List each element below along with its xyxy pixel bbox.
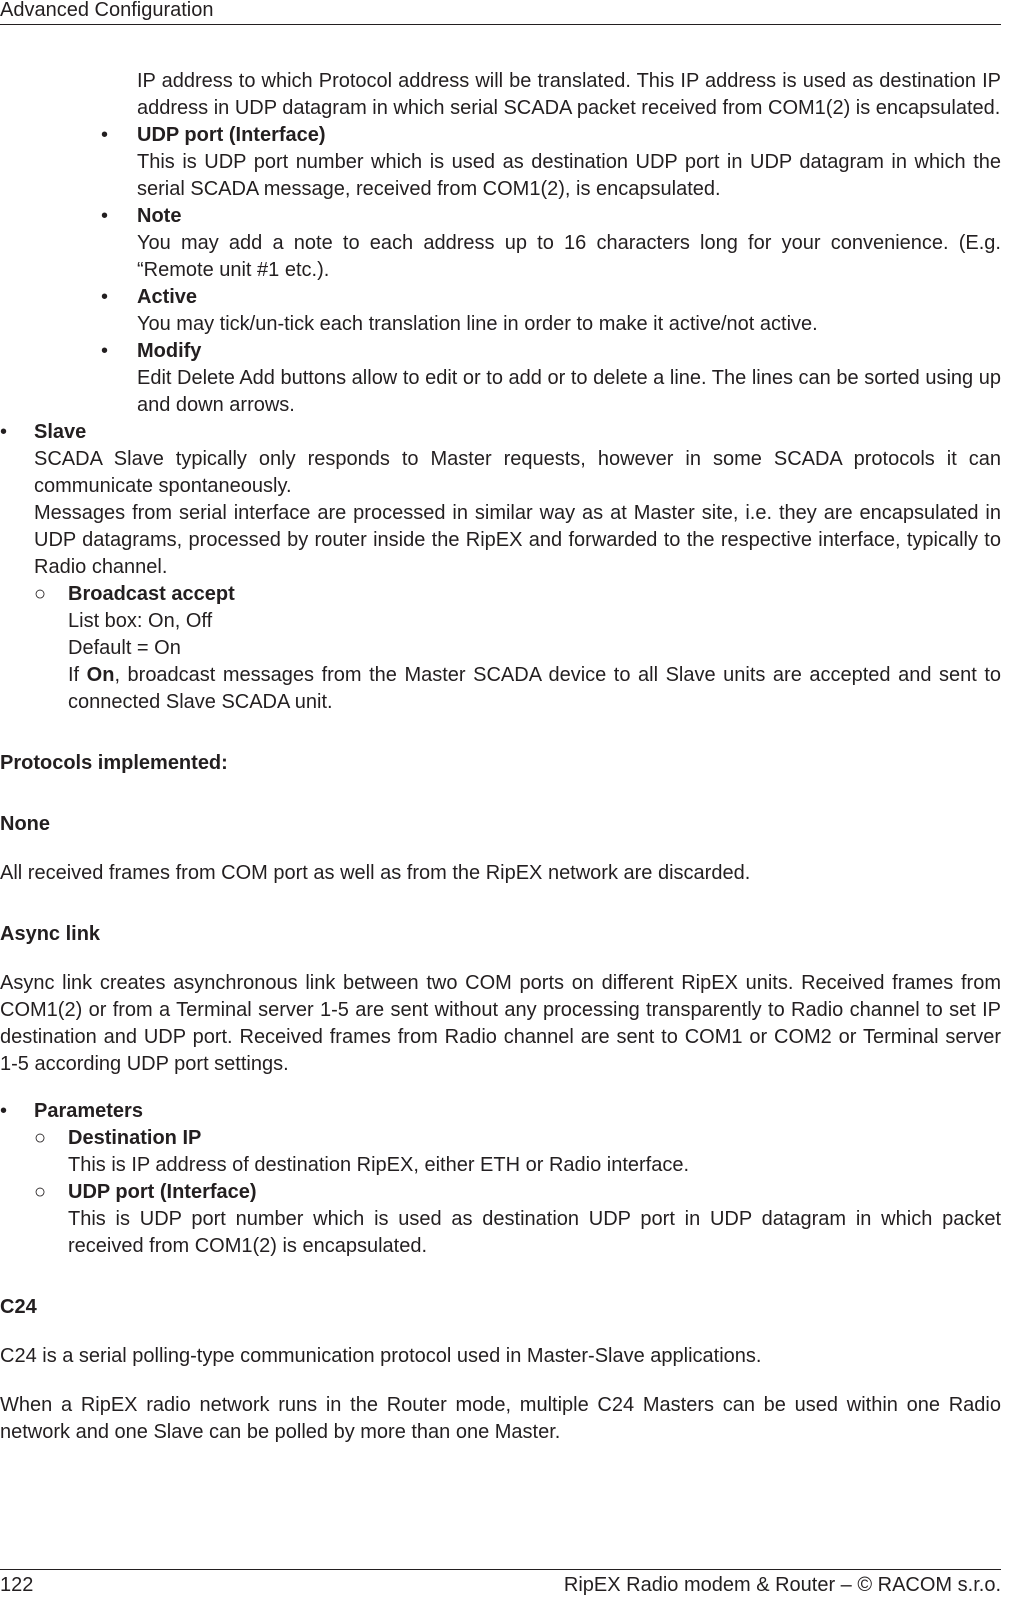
item-title: UDP port (Interface) [68, 1181, 257, 1203]
item-text: This is UDP port number which is used as destination UDP port in UDP datagram in which packet received from COM1(2) is encapsulated. [68, 1208, 1001, 1257]
bullet: • [101, 205, 109, 227]
async-text: Async link creates asynchronous link between two COM ports on different RipEX units. Received frames from COM1(2) or from a Terminal server 1-5 are sent without any processing transparently to Radio channel to set IP destination and UDP port. Received frames from Radio channel are sent to COM1 or COM2 or Terminal server 1-5 according UDP port settings. [0, 972, 1001, 1075]
item-title: Broadcast accept [68, 583, 235, 605]
list-item-broadcast-accept [0, 581, 1001, 716]
slave-text-1: SCADA Slave typically only responds to Master requests, however in some SCADA protocols it can communicate spontaneously. [34, 448, 1001, 497]
item-title: Modify [137, 340, 202, 362]
broadcast-listbox: List box: On, Off [68, 610, 213, 632]
footer-title: RipEX Radio modem & Router – © RACOM s.r.o. [563, 1574, 1001, 1596]
item-text: You may add a note to each address up to 16 characters long for your convenience. (E.g. “Remote unit #1 etc.). [137, 232, 1001, 281]
section-heading-c24: C24 [0, 1296, 37, 1318]
bullet: ○ [34, 1181, 47, 1203]
item-title: Note [137, 205, 182, 227]
bullet: • [101, 340, 109, 362]
bullet: • [0, 1100, 8, 1122]
item-text: Edit Delete Add buttons allow to edit or to add or to delete a line. The lines can be sorted using up and down arrows. [137, 367, 1001, 416]
header-title: Advanced Configuration [0, 0, 214, 21]
none-text: All received frames from COM port as well as from the RipEX network are discarded. [0, 862, 751, 884]
protocols-heading: Protocols implemented: [0, 752, 228, 774]
page-footer [0, 1569, 1001, 1600]
item-text: You may tick/un-tick each translation line in order to make it active/not active. [137, 313, 818, 335]
item-title: UDP port (Interface) [137, 124, 326, 146]
item-text: This is UDP port number which is used as destination UDP port in UDP datagram in which the serial SCADA message, received from COM1(2), is encapsulated. [137, 151, 1001, 200]
bullet: • [101, 286, 109, 308]
page-header [0, 0, 1001, 25]
c24-text-1: C24 is a serial polling-type communication protocol used in Master-Slave applications. [0, 1345, 762, 1367]
page-number: 122 [0, 1574, 34, 1596]
bullet: • [101, 124, 109, 146]
list-item-active [0, 284, 1001, 338]
section-heading-async: Async link [0, 923, 101, 945]
bullet: ○ [34, 583, 47, 605]
item-title: Slave [34, 421, 87, 443]
list-item-slave [0, 419, 1001, 581]
item-title: Active [137, 286, 198, 308]
item-title: Parameters [34, 1100, 143, 1122]
list-item-parameters [0, 1098, 1001, 1125]
intro-continued: IP address to which Protocol address will be translated. This IP address is used as destination IP address in UDP datagram in which serial SCADA packet received from COM1(2) is encapsulated. [137, 70, 1001, 119]
broadcast-text: If On, broadcast messages from the Master SCADA device to all Slave units are accepted and sent to connected Slave SCADA unit. [68, 664, 1001, 713]
item-title: Destination IP [68, 1127, 202, 1149]
page-content [0, 68, 1001, 1446]
slave-text-2: Messages from serial interface are processed in similar way as at Master site, i.e. they are encapsulated in UDP datagrams, processed by router inside the RipEX and forwarded to the respective interface, typically to Radio channel. [34, 502, 1001, 578]
c24-text-2: When a RipEX radio network runs in the Router mode, multiple C24 Masters can be used within one Radio network and one Slave can be polled by more than one Master. [0, 1394, 1001, 1443]
list-item-destination-ip [0, 1125, 1001, 1179]
list-item-udp-port [0, 122, 1001, 203]
bullet: • [0, 421, 8, 443]
list-item-modify [0, 338, 1001, 419]
list-item-note [0, 203, 1001, 284]
bullet: ○ [34, 1127, 47, 1149]
section-heading-none: None [0, 813, 50, 835]
item-text: This is IP address of destination RipEX, either ETH or Radio interface. [68, 1154, 690, 1176]
list-item-udp-port-interface [0, 1179, 1001, 1260]
broadcast-default: Default = On [68, 637, 181, 659]
